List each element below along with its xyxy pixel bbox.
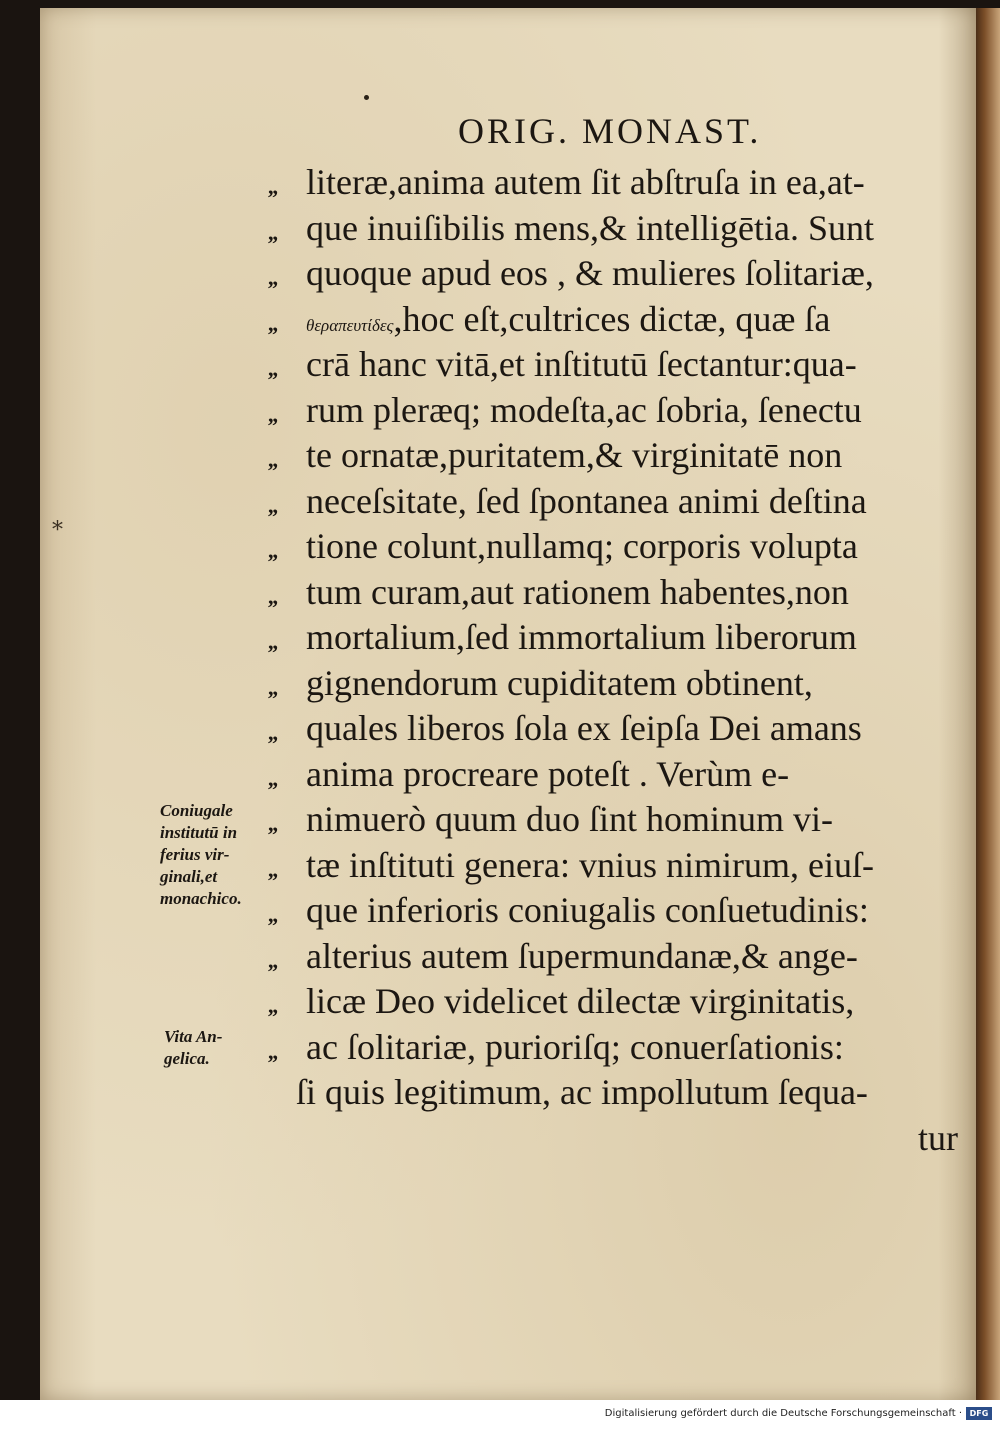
quotation-mark: ,, [268,1038,277,1064]
dfg-logo: DFG [966,1407,992,1420]
quotation-mark: ,, [268,492,277,518]
margin-note-line: monachico. [160,889,242,908]
text-line [268,979,958,1025]
text-line [268,524,958,570]
line-text: gignendorum cupiditatem obtinent, [306,662,813,703]
line-text: te ornatæ,puritatem,& virginitatē non [306,435,843,475]
line-text: neceſsitate, ſed ſpontanea animi deſtina [306,480,867,521]
line-text: que inferioris coniugalis conſuetudinis: [306,890,869,930]
margin-note-line: ginali,et [160,867,218,886]
line-text: que inuiſibilis mens,& intelligētia. Sunt [306,207,874,248]
body-text [268,160,958,1161]
line-text-rest: ,hoc eſt,cultrices dictæ, quæ ſa [393,298,831,339]
line-text: ſi quis legitimum, ac impollutum ſequa- [296,1072,868,1112]
text-line [268,388,958,434]
margin-note-line: ferius vir- [160,845,230,864]
text-line [268,433,958,479]
quotation-mark: ,, [268,219,277,245]
line-text: quoque apud eos , & mulieres ſolitariæ, [306,253,874,293]
running-title: ORIG. MONAST. [458,111,762,151]
quotation-mark: ,, [268,674,277,700]
line-text: mortalium,ſed immortalium liberorum [306,617,857,657]
line-text: literæ,anima autem ſit abſtruſa in ea,at- [306,162,865,202]
quotation-mark: ,, [268,538,277,563]
line-text: tione colunt,nullamq; corporis volupta [306,526,858,566]
line-text: tum curam,aut rationem habentes,non [306,571,849,612]
line-text: quales liberos ſola ex ſeipſa Dei amans [306,708,862,748]
margin-note-coniugale [160,800,242,910]
line-text: tæ inſtituti genera: vnius nimirum, eiuſ- [306,844,874,885]
text-line [268,160,958,206]
margin-note-line: institutū in [160,823,238,842]
line-text: tur [918,1117,958,1158]
text-line [268,752,958,798]
text-line [268,570,958,616]
asterisk-mark: * [52,518,63,543]
text-line [268,843,958,889]
text-line [268,615,958,661]
text-line [268,706,958,752]
line-text: anima procreare poteſt . Verùm e- [306,753,790,794]
book-spine-edge [976,8,1000,1400]
line-text: nimuerò quum duo ſint hominum vi- [306,799,833,839]
quotation-mark: ,, [268,811,277,836]
text-line [268,1116,958,1162]
text-line [268,342,958,388]
quotation-mark: ,, [268,720,277,745]
text-line [268,661,958,707]
margin-note-vita-angelica [164,1026,222,1070]
quotation-mark: ,, [268,902,277,927]
quotation-mark: ,, [268,993,277,1018]
quotation-mark: ,, [268,265,277,290]
quotation-mark: ,, [268,356,277,381]
text-line [268,297,958,343]
line-text: ac ſolitariæ, purioriſq; conuerſationis: [306,1026,844,1067]
line-text: crā hanc vitā,et inſtitutū ſectantur:qua- [306,344,857,384]
quotation-mark: ,, [268,765,277,791]
quotation-mark: ,, [268,947,277,973]
text-line [268,1070,958,1116]
quotation-mark: ,, [268,447,277,472]
text-line [268,251,958,297]
text-line [268,888,958,934]
text-line [268,797,958,843]
line-text [306,297,830,349]
line-text: rum pleræq; modeſta,ac ſobria, ſenectu [306,389,862,430]
text-line [268,479,958,525]
margin-note-line: Coniugale [160,801,233,820]
quotation-mark: ,, [268,310,277,336]
text-line [268,1025,958,1071]
quotation-mark: ,, [268,401,277,427]
quotation-mark: ,, [268,174,277,199]
text-line [268,934,958,980]
quotation-mark: ,, [268,583,277,609]
ink-dot [364,95,369,100]
margin-note-line: Vita An- [164,1027,223,1046]
greek-word: θεραπευτίδες [306,315,394,335]
funding-notice: Digitalisierung gefördert durch die Deutsche Forschungsgemeinschaft · [604,1408,962,1419]
line-text: alterius autem ſupermundanæ,& ange- [306,935,858,976]
text-line [268,206,958,252]
margin-note-line: gelica. [164,1049,210,1068]
line-text: licæ Deo videlicet dilectæ virginitatis, [306,981,855,1021]
quotation-mark: ,, [268,856,277,882]
quotation-mark: ,, [268,629,277,654]
